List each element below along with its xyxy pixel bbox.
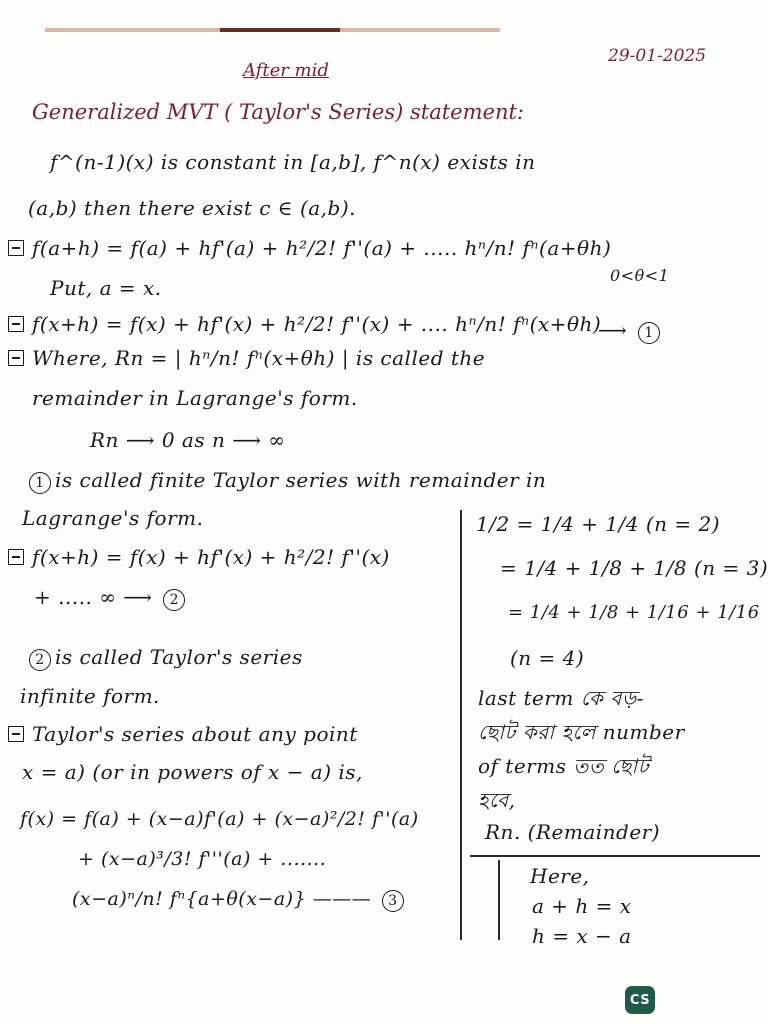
infinite-line-1-text: is called Taylor's series — [55, 645, 303, 669]
remainder-line: remainder in Lagrange's form. — [32, 386, 358, 410]
bullet-icon — [8, 240, 24, 256]
bullet-icon — [8, 726, 24, 742]
bullet-icon — [8, 549, 24, 565]
side-line-2: = 1/4 + 1/8 + 1/8 (n = 3) — [500, 556, 768, 580]
limit-line: Rn ⟶ 0 as n ⟶ ∞ — [90, 428, 286, 452]
equation-4-line-3: (x−a)ⁿ/n! fⁿ{a+θ(x−a)} ——— 3 — [72, 888, 408, 912]
theta-condition: 0<θ<1 — [610, 266, 670, 285]
side-line-8: হবে, — [478, 788, 516, 812]
side-line-7: of terms তত ছোট — [478, 754, 650, 778]
page-title: After mid — [243, 60, 329, 81]
side-line-9: Rn. (Remainder) — [485, 820, 661, 844]
here-eq-2: h = x − a — [532, 924, 632, 948]
top-edge-strip — [45, 28, 500, 32]
about-line-1 — [8, 722, 358, 746]
equation-3-cont: + ..... ∞ ⟶ 2 — [34, 585, 189, 611]
statement-line-2: (a,b) then there exist c ∈ (a,b). — [28, 196, 356, 220]
camscanner-logo: CS — [625, 986, 655, 1014]
about-line-1-text: Taylor's series about any point — [32, 722, 358, 746]
put-line: Put, a = x. — [50, 276, 162, 300]
where-line — [8, 346, 485, 370]
section-heading: Generalized MVT ( Taylor's Series) statement: — [32, 100, 524, 124]
here-divider — [498, 860, 500, 940]
equation-4-line-1: f(x) = f(a) + (x−a)f'(a) + (x−a)²/2! f''(a) — [20, 808, 419, 830]
equation-1-text: f(a+h) = f(a) + hf'(a) + h²/2! f''(a) + ..... hⁿ/n! fⁿ(a+θh) — [32, 236, 612, 260]
side-line-6: ছোট করা হলে number — [478, 720, 685, 744]
equation-2-text: f(x+h) = f(x) + hf'(x) + h²/2! f''(x) + .... hⁿ/n! fⁿ(x+θh) — [32, 312, 602, 336]
equation-3 — [8, 545, 390, 569]
statement-line-1: f^(n-1)(x) is constant in [a,b], f^n(x) exists in — [50, 150, 536, 174]
infinite-line-2: infinite form. — [20, 684, 160, 708]
side-separator — [470, 855, 760, 857]
here-label: Here, — [530, 864, 590, 888]
ref-2-icon: 2 — [29, 649, 51, 671]
bullet-icon — [8, 316, 24, 332]
finite-line-1 — [25, 468, 546, 494]
infinite-line-1 — [25, 645, 303, 671]
side-line-1: 1/2 = 1/4 + 1/4 (n = 2) — [476, 512, 721, 536]
equation-2-ref: ⟶ 1 — [598, 318, 664, 344]
here-eq-1: a + h = x — [532, 894, 632, 918]
finite-line-2: Lagrange's form. — [22, 506, 204, 530]
equation-1 — [8, 236, 611, 260]
where-line-text: Where, Rn = | hⁿ/n! fⁿ(x+θh) | is called the — [32, 346, 486, 370]
date: 29-01-2025 — [608, 46, 707, 66]
equation-4-line-2: + (x−a)³/3! f'''(a) + ....... — [78, 848, 327, 870]
equation-3-text: f(x+h) = f(x) + hf'(x) + h²/2! f''(x) — [32, 545, 390, 569]
finite-line-1-text: is called finite Taylor series with remainder in — [55, 468, 547, 492]
side-divider — [460, 510, 462, 940]
side-line-3: = 1/4 + 1/8 + 1/16 + 1/16 — [508, 602, 760, 623]
equation-2 — [8, 312, 601, 336]
bullet-icon — [8, 350, 24, 366]
about-line-2: x = a) (or in powers of x − a) is, — [22, 760, 363, 784]
side-line-5: last term কে বড়- — [478, 686, 644, 710]
ref-1-icon: 1 — [29, 472, 51, 494]
side-line-4: (n = 4) — [510, 646, 585, 670]
